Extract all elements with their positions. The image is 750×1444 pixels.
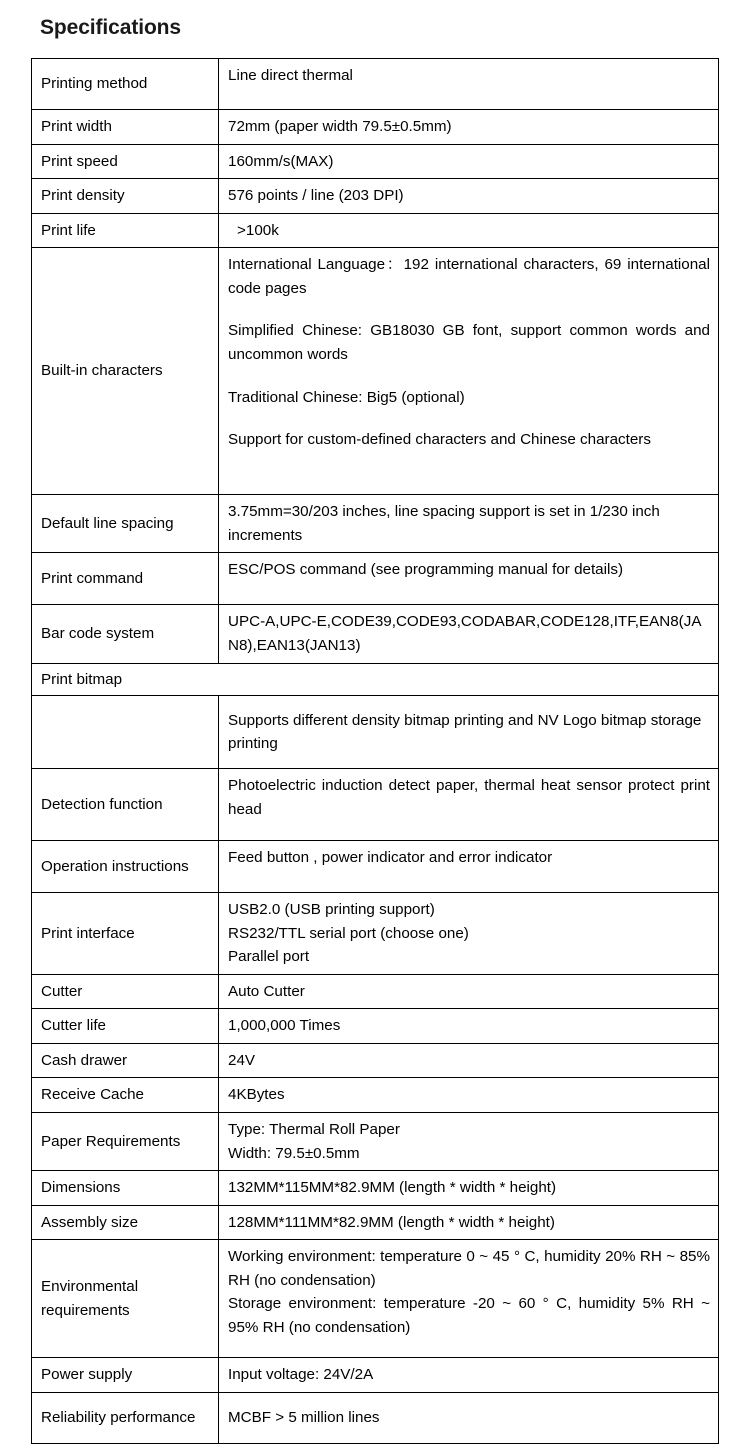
specifications-table-body: [32, 59, 719, 1444]
spec-label: Print density: [32, 179, 219, 214]
spec-value-line: 1,000,000 Times: [228, 1017, 341, 1035]
table-row: [32, 144, 719, 179]
spec-label: Bar code system: [32, 605, 219, 663]
table-row: [32, 696, 719, 769]
spec-value: [219, 1205, 719, 1240]
spec-label: Print bitmap: [32, 663, 719, 696]
table-row: [32, 110, 719, 145]
spec-value: [219, 974, 719, 1009]
table-row: [32, 1078, 719, 1113]
spec-value-line: Supports different density bitmap printing and NV Logo bitmap storage printing: [228, 711, 702, 753]
spec-value-line: Type: Thermal Roll Paper: [228, 1121, 400, 1138]
spec-label: Print life: [32, 213, 219, 248]
spec-label: Paper Requirements: [32, 1113, 219, 1171]
spec-value: [219, 248, 719, 495]
spec-value: [219, 1171, 719, 1206]
spec-value: [219, 1392, 719, 1443]
spec-label: Cutter life: [32, 1009, 219, 1044]
spec-value: [219, 1240, 719, 1358]
spec-label: [32, 696, 219, 769]
spec-value: [219, 841, 719, 893]
spec-value: [219, 59, 719, 110]
spec-label: Receive Cache: [32, 1078, 219, 1113]
spec-value-line: 576 points / line (203 DPI): [228, 187, 404, 205]
spec-label: Print interface: [32, 893, 219, 975]
table-row: [32, 605, 719, 663]
spec-value: [219, 1009, 719, 1044]
table-row: [32, 1171, 719, 1206]
table-row: [32, 1009, 719, 1044]
spec-value-line: Feed button , power indicator and error indicator: [228, 849, 553, 867]
spec-label: Print command: [32, 553, 219, 605]
table-row: [32, 1043, 719, 1078]
spec-value: [219, 696, 719, 769]
spec-value: [219, 495, 719, 553]
spec-value: [219, 213, 719, 248]
spec-value-line: 3.75mm=30/203 inches, line spacing support is set in 1/230 inch increments: [228, 503, 660, 544]
spec-value-line: 160mm/s(MAX): [228, 152, 334, 170]
spec-value: [219, 1078, 719, 1113]
table-row: [32, 1113, 719, 1171]
spec-value: [219, 144, 719, 179]
spec-value: [219, 893, 719, 975]
spec-value-line: Working environment: temperature 0 ~ 45 ° C, humidity 20% RH ~ 85% RH (no condensation): [228, 1248, 710, 1289]
spec-value: [219, 769, 719, 841]
spec-label: Detection function: [32, 769, 219, 841]
specifications-table: [31, 58, 719, 1444]
spec-value: [219, 1043, 719, 1078]
spec-value-line: 24V: [228, 1051, 256, 1069]
spec-value-line: MCBF > 5 million lines: [228, 1409, 380, 1427]
spec-value-line: Photoelectric induction detect paper, thermal heat sensor protect print head: [228, 777, 710, 818]
table-row: [32, 213, 719, 248]
spec-label: Print speed: [32, 144, 219, 179]
table-row: [32, 59, 719, 110]
table-row: [32, 179, 719, 214]
spec-value: [219, 605, 719, 663]
spec-value-line: International Language：192 international characters, 69 international code pages: [228, 256, 710, 297]
spec-label: Cash drawer: [32, 1043, 219, 1078]
table-row: [32, 769, 719, 841]
spec-value: [219, 553, 719, 605]
spec-label: Dimensions: [32, 1171, 219, 1206]
spec-value-line: RS232/TTL serial port (choose one): [228, 924, 469, 942]
spec-label: Print width: [32, 110, 219, 145]
spec-label: Environmental requirements: [32, 1240, 219, 1358]
spec-label: Default line spacing: [32, 495, 219, 553]
table-row: [32, 1358, 719, 1393]
spec-label: Assembly size: [32, 1205, 219, 1240]
table-row: [32, 495, 719, 553]
spec-label: Built-in characters: [32, 248, 219, 495]
spec-value-line: 128MM*111MM*82.9MM (length * width * height): [228, 1213, 555, 1231]
spec-value: [219, 179, 719, 214]
spec-value-line: Parallel port: [228, 948, 310, 966]
table-row: [32, 663, 719, 696]
spec-value-line: USB2.0 (USB printing support): [228, 901, 435, 919]
spec-label: Reliability performance: [32, 1392, 219, 1443]
spec-value-line: Support for custom-defined characters and Chinese characters: [228, 431, 651, 449]
spec-value-line: ESC/POS command (see programming manual for details): [228, 561, 624, 579]
page-title: Specifications: [40, 16, 181, 39]
spec-value-line: Width: 79.5±0.5mm: [228, 1144, 360, 1162]
spec-value-line: Line direct thermal: [228, 67, 353, 84]
table-row: [32, 841, 719, 893]
spec-label: Operation instructions: [32, 841, 219, 893]
spec-value-line: UPC-A,UPC-E,CODE39,CODE93,CODABAR,CODE128,ITF,EAN8(JAN8),EAN13(JAN13): [228, 613, 702, 654]
spec-value: [219, 1358, 719, 1393]
spec-label: Printing method: [32, 59, 219, 110]
spec-value-line: Simplified Chinese: GB18030 GB font, support common words and uncommon words: [228, 322, 710, 363]
spec-value: [219, 110, 719, 145]
spec-value-line: Storage environment: temperature -20 ~ 60 ° C, humidity 5% RH ~ 95% RH (no condensation): [228, 1295, 710, 1336]
table-row: [32, 974, 719, 1009]
table-row: [32, 248, 719, 495]
spec-value-line: Input voltage: 24V/2A: [228, 1366, 374, 1384]
spec-value-line: 132MM*115MM*82.9MM (length * width * height): [228, 1179, 557, 1197]
spec-value: [219, 1113, 719, 1171]
spec-value-line: >100k: [237, 221, 279, 239]
table-row: [32, 1240, 719, 1358]
spec-label: Cutter: [32, 974, 219, 1009]
table-row: [32, 893, 719, 975]
spec-value-line: Traditional Chinese: Big5 (optional): [228, 388, 465, 406]
spec-label: Power supply: [32, 1358, 219, 1393]
spec-value-line: 72mm (paper width 79.5±0.5mm): [228, 118, 452, 135]
table-row: [32, 1392, 719, 1443]
spec-value-line: 4KBytes: [228, 1086, 285, 1104]
table-row: [32, 1205, 719, 1240]
spec-value-line: Auto Cutter: [228, 982, 305, 1000]
table-row: [32, 553, 719, 605]
